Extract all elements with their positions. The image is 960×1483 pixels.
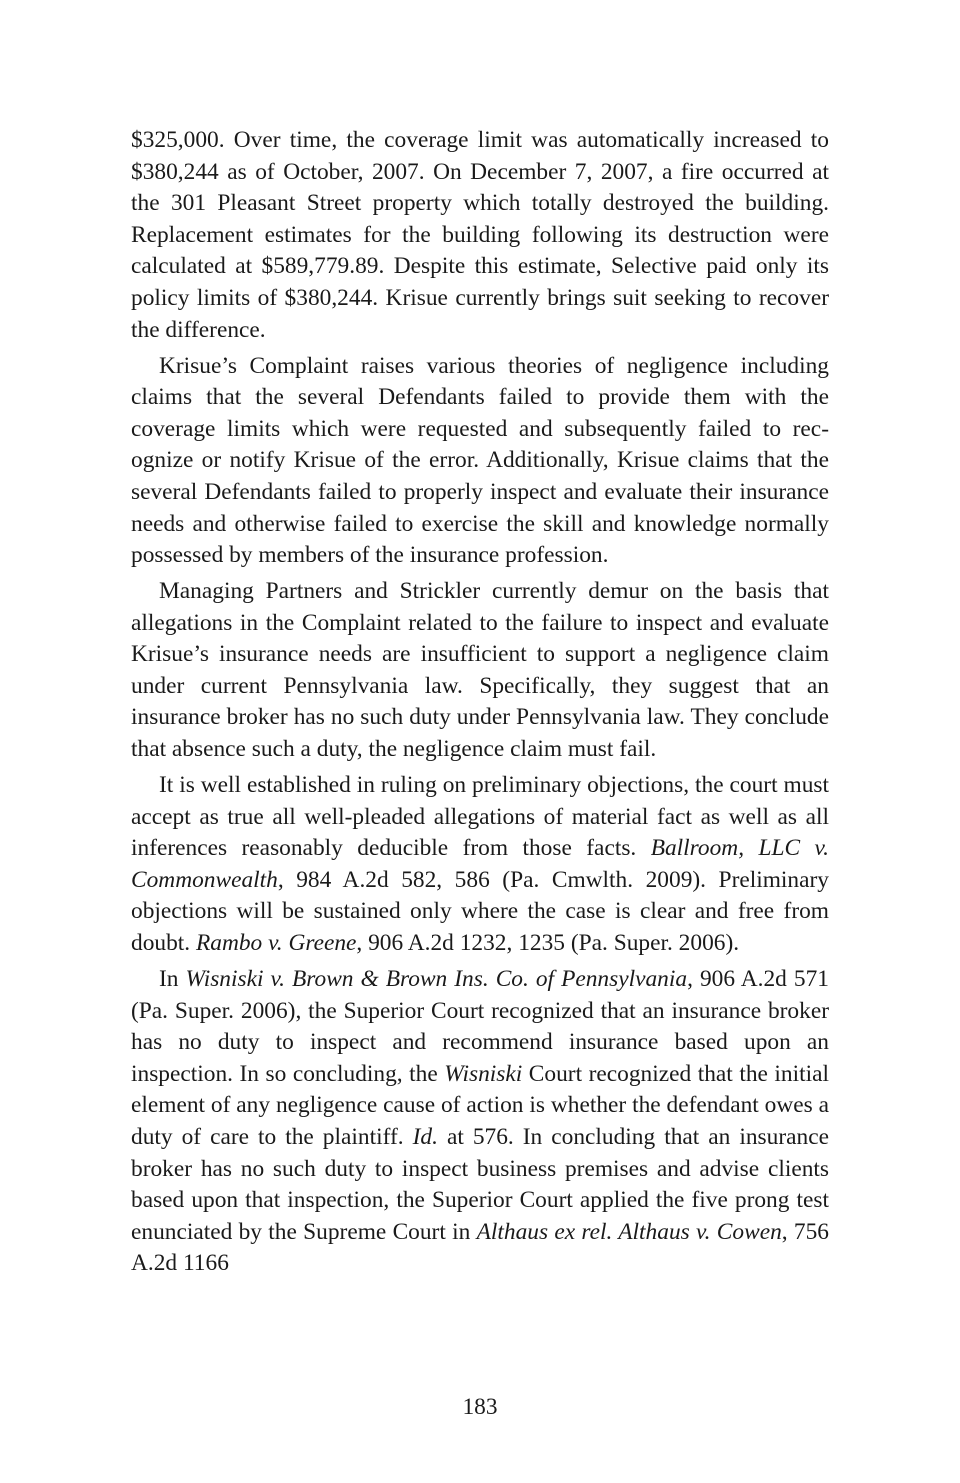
case-citation: Rambo v. Greene: [195, 930, 357, 957]
paragraph-5: [131, 964, 829, 1280]
text-run: It is well established in ruling on preliminary objections, the court must accept as true all well-pleaded allegations of material fact as well as all inferences reasonably deducible from those facts.: [131, 772, 829, 862]
text-run: $325,000. Over time, the coverage limit was automatically increased to $380,244 as of October, 2007. On December 7, 2007, a fire occurred at the 301 Pleasant Street property which totally destroyed the building. Replacement estimates for the building following its destruction were calculated at $589,779.89. Despite this estimate, Selective paid only its policy limits of $380,244. Krisue currently brings suit seeking to recover the difference.: [131, 127, 829, 343]
paragraph-2: [131, 351, 829, 572]
paragraph-1: [131, 125, 829, 346]
text-run: , 906 A.2d 1232, 1235 (Pa. Super. 2006).: [356, 930, 740, 957]
id-citation: Id.: [412, 1123, 438, 1150]
text-run: , 756 A.2d 1166: [131, 1218, 830, 1277]
paragraph-4: [131, 770, 829, 960]
text-run: Managing Partners and Strickler currently demur on the basis that allegations in the Complaint related to the failure to inspect and evaluate Krisue’s insurance needs are insufficient to support a negligence claim under current Pennsylvania law. Specifically, they suggest that an insurance broker has no such duty under Pennsylvania law. They conclude that absence such a duty, the negligence claim must fail.: [131, 578, 829, 763]
text-run: Court recognized that the initial element of any negligence cause of action is whether the defendant owes a duty of care to the plaintiff.: [131, 1060, 829, 1150]
case-citation: Wisniski v. Brown & Brown Ins. Co. of Pennsylvania: [185, 966, 688, 992]
page-body: [131, 125, 829, 1284]
page-number: 183: [462, 1394, 498, 1420]
paragraph-3: [131, 576, 829, 766]
case-citation: Ballroom, LLC v. Commonwealth: [131, 835, 829, 893]
text-run: at 576. In concluding that an insurance broker has no such duty to inspect business premises and advise clients based upon that inspection, the Superior Court applied the five prong test enunciated by the Supreme Court in: [131, 1123, 829, 1245]
text-run: Krisue’s Complaint raises various theories of negligence including claims that the several Defendants failed to provide them with the coverage limits which were requested and subsequently failed to recognize or notify Krisue of the error. Additionally, Krisue claims that the several Defendants failed to properly inspect and evaluate their insurance needs and otherwise failed to exercise the skill and knowledge normally possessed by members of the insurance profession.: [131, 352, 829, 569]
case-citation: Althaus ex rel. Althaus v. Cowen: [476, 1218, 782, 1245]
text-run: , 906 A.2d 571 (Pa. Super. 2006), the Superior Court recognized that an insurance broker has no duty to inspect and recommend insurance based upon an inspection. In so concluding, the: [131, 966, 829, 1087]
case-name: Wisniski: [444, 1060, 523, 1087]
text-run: In: [159, 966, 186, 992]
text-run: , 984 A.2d 582, 586 (Pa. Cmwlth. 2009). Preliminary objections will be sustained only where the case is clear and free from doubt.: [131, 866, 829, 957]
